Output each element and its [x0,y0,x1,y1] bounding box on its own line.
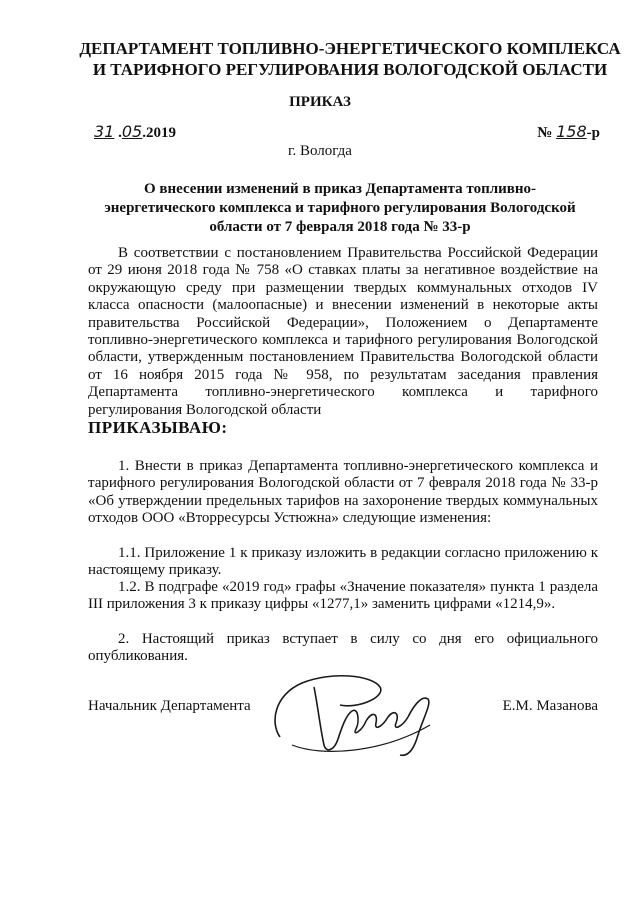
date-day: 31 [94,122,115,141]
document-type-title: ПРИКАЗ [289,94,351,110]
handwritten-signature-icon [262,665,462,765]
number-prefix: № [537,125,557,141]
orders-heading: ПРИКАЗЫВАЮ: [88,418,228,437]
item-1-2: 1.2. В подграфе «2019 год» графы «Значение показателя» пункта 1 раздела III приложения 3 к приказу цифры «1277,1» заменить цифрами «1214,9». [88,579,598,613]
signatory-title: Начальник Департамента [88,698,251,714]
item-1-1: 1.1. Приложение 1 к приказу изложить в редакции согласно приложению к настоящему приказу. [88,545,598,579]
department-name-line-2: И ТАРИФНОГО РЕГУЛИРОВАНИЯ ВОЛОГОДСКОЙ ОБЛАСТИ [92,60,608,79]
order-subject: О внесении изменений в приказ Департамента топливно-энергетического комплекса и тарифного регулирования Вологодской области от 7 февраля 2018 года № 33-р [104,181,576,235]
signatory-name: Е.М. Мазанова [502,698,598,714]
document-date: 31 .05.2019 [94,122,176,141]
item-1: 1. Внести в приказ Департамента топливно-энергетического комплекса и тарифного регулирования Вологодской области от 7 февраля 2018 года № 33-р «Об утверждении предельных тарифов на захоронение твердых коммунальных отходов ООО «Вторресурсы Устюжна» следующие изменения: [88,458,598,527]
department-name-line-1: ДЕПАРТАМЕНТ ТОПЛИВНО-ЭНЕРГЕТИЧЕСКОГО КОМПЛЕКСА [79,39,621,58]
date-year: .2019 [142,125,176,141]
preamble-paragraph: В соответствии с постановлением Правительства Российской Федерации от 29 июня 2018 года № 758 «О ставках платы за негативное воздействие на окружающую среду при размещении твердых коммунальных отходов IV класса опасности (малоопасные) и внесении изменений в некоторые акты правительства Российской Федерации», Положением о Департаменте топливно-энергетического комплекса и тарифного регулирования Вологодской области, утвержденным постановлением Правительства Вологодской области от 16 ноября 2015 года № 958, по результатам заседания правления Департамента топливно-энергетического комплекса и тарифного регулирования Вологодской области [88,245,598,418]
item-2: 2. Настоящий приказ вступает в силу со дня его официального опубликования. [88,631,598,665]
date-month: 05 [121,122,143,141]
number-suffix: -р [586,125,600,141]
date-number-row [94,122,600,144]
number-value: 158 [556,122,587,141]
document-number [537,122,600,142]
city: г. Вологда [288,143,352,159]
